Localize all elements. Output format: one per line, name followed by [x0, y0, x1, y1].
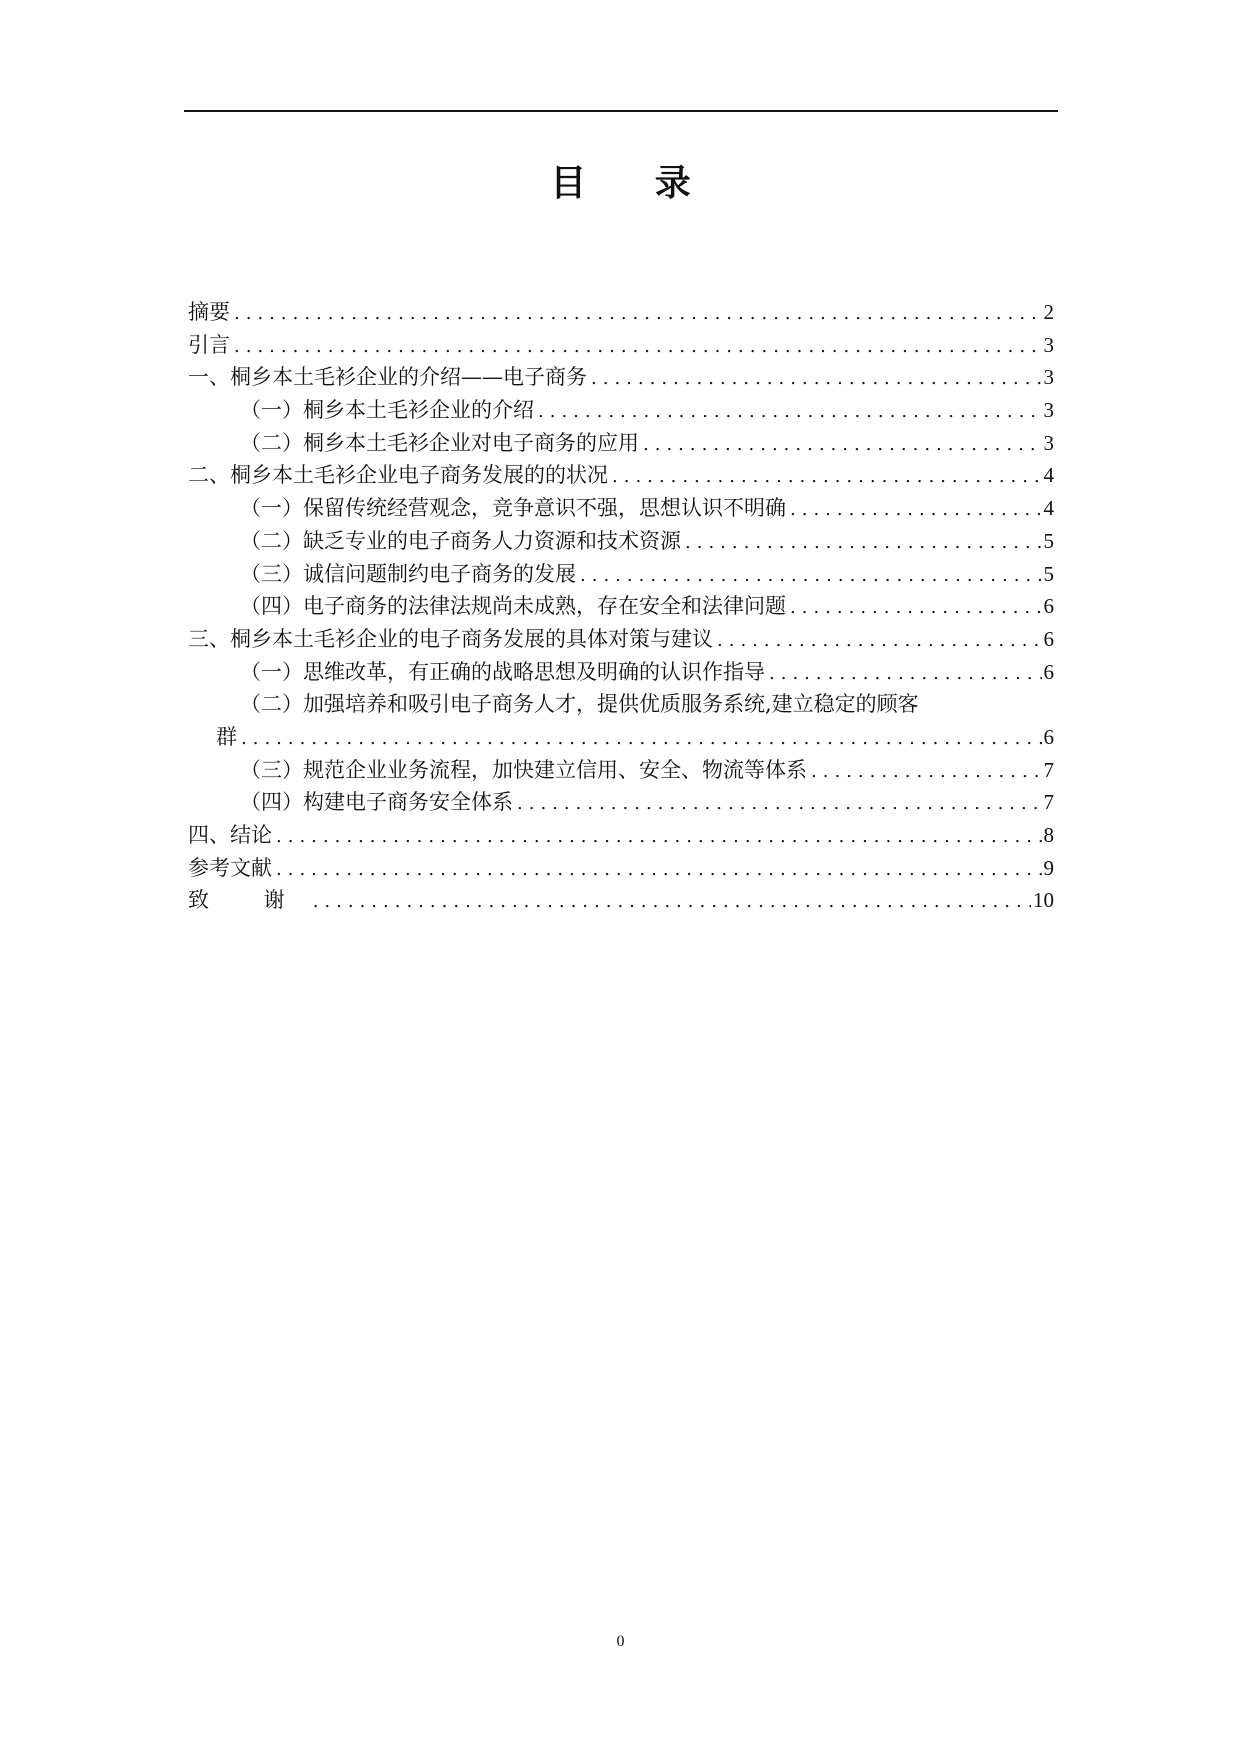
- dot-leader: [241, 723, 1042, 756]
- page-title: 目 录: [550, 163, 719, 204]
- dot-leader: [591, 363, 1042, 394]
- toc-entry-section-4[interactable]: [188, 819, 1054, 852]
- toc-entry-text: 四、结论: [188, 819, 276, 852]
- toc-entry-page: 6: [1043, 626, 1054, 651]
- dot-leader: [234, 298, 1042, 329]
- toc-entry-section-2[interactable]: [188, 459, 1054, 492]
- toc-entry-page: 6: [1043, 724, 1054, 749]
- dot-leader: [538, 396, 1042, 427]
- header-rule: [184, 110, 1058, 112]
- dot-leader: [580, 560, 1042, 591]
- toc-entry-text: 致 谢: [188, 884, 313, 917]
- toc-entry-section-3-3[interactable]: [188, 754, 1054, 787]
- toc-entry-page: 7: [1043, 757, 1054, 782]
- toc-entry-introduction[interactable]: [188, 329, 1054, 362]
- toc-entry-text: （一）思维改革，有正确的战略思想及明确的认识作指导: [240, 656, 769, 689]
- toc-entry-section-2-1[interactable]: [188, 492, 1054, 525]
- toc-entry-text: 摘要: [188, 296, 234, 329]
- toc-entry-page: 10: [1033, 888, 1054, 913]
- dot-leader: [790, 592, 1042, 623]
- toc-entry-text: （三）规范企业业务流程，加快建立信用、安全、物流等体系: [240, 754, 811, 787]
- toc-entry-text: （一）保留传统经营观念，竞争意识不强，思想认识不明确: [240, 492, 790, 525]
- toc-entry-section-3-4[interactable]: [188, 786, 1054, 819]
- dot-leader: [276, 821, 1042, 852]
- dot-leader: [685, 527, 1042, 558]
- toc-entry-section-2-3[interactable]: [188, 558, 1054, 591]
- toc-entry-section-1-1[interactable]: [188, 394, 1054, 427]
- toc-entry-section-1[interactable]: [188, 361, 1054, 394]
- toc-entry-text: （二）缺乏专业的电子商务人力资源和技术资源: [240, 525, 685, 558]
- dot-leader: [769, 658, 1042, 689]
- toc-entry-text: 一、桐乡本土毛衫企业的介绍——电子商务: [188, 361, 591, 394]
- toc-entry-section-1-2[interactable]: [188, 427, 1054, 460]
- dot-leader: [790, 494, 1042, 525]
- toc-entry-text: （三）诚信问题制约电子商务的发展: [240, 558, 580, 591]
- dot-leader: [234, 331, 1042, 362]
- toc-entry-acknowledgements[interactable]: [188, 884, 1054, 917]
- toc-entry-page: 3: [1043, 430, 1054, 455]
- toc-entry-page: 5: [1043, 528, 1054, 553]
- toc-entry-section-3-2[interactable]: [188, 688, 1054, 753]
- dot-leader: [313, 886, 1031, 917]
- toc-entry-text: （四）电子商务的法律法规尚未成熟，存在安全和法律问题: [240, 590, 790, 623]
- toc-entry-section-2-2[interactable]: [188, 525, 1054, 558]
- dot-leader: [276, 854, 1042, 885]
- dot-leader: [643, 429, 1042, 460]
- toc-entry-text: 参考文献: [188, 852, 276, 885]
- toc-entry-text: 二、桐乡本土毛衫企业电子商务发展的的状况: [188, 459, 612, 492]
- toc-entry-text: 三、桐乡本土毛衫企业的电子商务发展的具体对策与建议: [188, 623, 717, 656]
- toc-entry-page: 4: [1043, 463, 1054, 488]
- toc-entry-text: （二）桐乡本土毛衫企业对电子商务的应用: [240, 427, 643, 460]
- toc-entry-text: （四）构建电子商务安全体系: [240, 786, 517, 819]
- toc-entry-section-2-4[interactable]: [188, 590, 1054, 623]
- toc-entry-page: 9: [1043, 855, 1054, 880]
- toc-entry-page: 3: [1043, 365, 1054, 390]
- dot-leader: [811, 756, 1042, 787]
- toc-entry-section-3[interactable]: [188, 623, 1054, 656]
- toc-entry-text: 引言: [188, 329, 234, 362]
- dot-leader: [612, 461, 1042, 492]
- toc-entry-page: 6: [1043, 594, 1054, 619]
- toc-entry-abstract[interactable]: [188, 296, 1054, 329]
- dot-leader: [517, 788, 1042, 819]
- page-number: 0: [616, 1633, 625, 1650]
- toc-entry-page: 6: [1043, 659, 1054, 684]
- dot-leader: [717, 625, 1042, 656]
- toc-entry-page: 3: [1043, 398, 1054, 423]
- toc-entry-text-continuation: 群: [216, 724, 237, 749]
- toc-entry-references[interactable]: [188, 852, 1054, 885]
- toc-entry-text: （二）加强培养和吸引电子商务人才，提供优质服务系统,建立稳定的顾客: [240, 692, 919, 717]
- toc-entry-page: 7: [1043, 790, 1054, 815]
- toc-entry-section-3-1[interactable]: [188, 656, 1054, 689]
- table-of-contents: [188, 296, 1054, 917]
- toc-entry-text: （一）桐乡本土毛衫企业的介绍: [240, 394, 538, 427]
- toc-entry-page: 3: [1043, 332, 1054, 357]
- toc-entry-page: 5: [1043, 561, 1054, 586]
- toc-entry-page: 2: [1043, 300, 1054, 324]
- toc-entry-page: 4: [1043, 496, 1054, 521]
- toc-entry-page: 8: [1043, 823, 1054, 848]
